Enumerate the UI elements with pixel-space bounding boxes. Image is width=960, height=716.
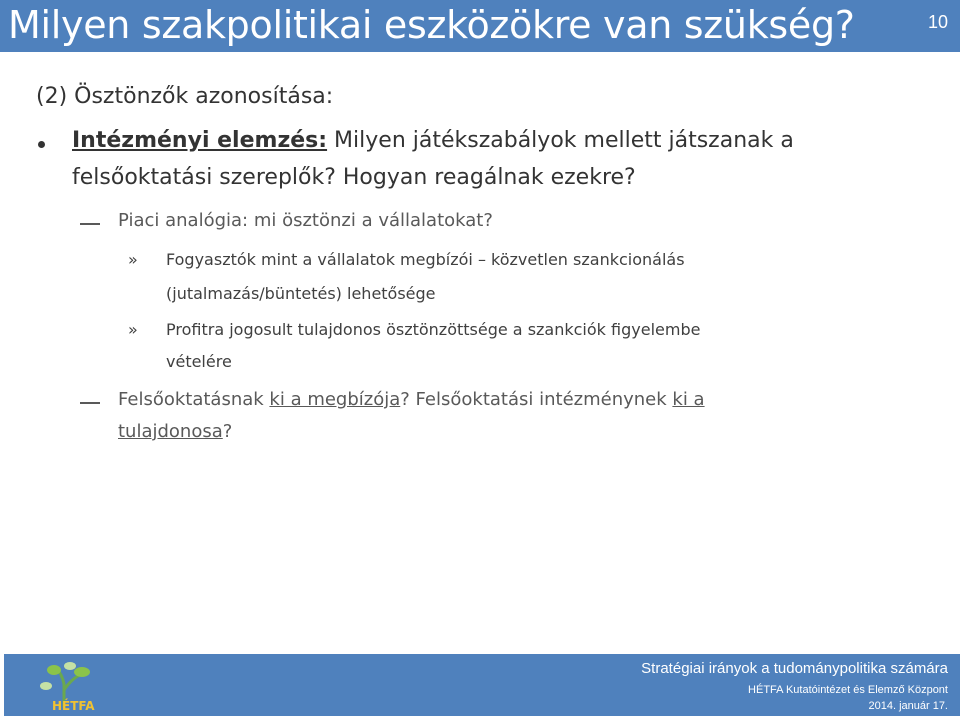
question-mark: ?	[222, 421, 233, 442]
sub-bullet-principal-line1	[118, 389, 705, 410]
subsub-consumers-line2: (jutalmazás/büntetés) lehetősége	[166, 284, 436, 303]
slide-number: 10	[927, 12, 948, 32]
dash-icon	[80, 402, 100, 404]
subsub-consumers-line1: Fogyasztók mint a vállalatok megbízói – közvetlen szankcionálás	[166, 250, 685, 269]
footer-presentation-title: Stratégiai irányok a tudománypolitika számára	[641, 660, 948, 677]
principal-text-underlined: ki a megbízója	[269, 389, 401, 410]
bullet-text-line1: Milyen játékszabályok mellett játszanak a	[327, 128, 794, 153]
hetfa-logo-icon	[34, 660, 100, 712]
footer-date: 2014. január 17.	[868, 700, 948, 712]
bullet-dot-icon	[38, 141, 45, 148]
sub-bullet-principal-line2	[118, 421, 232, 442]
owner-text-underlined-2: tulajdonosa	[118, 421, 223, 442]
svg-text:HÉTFA: HÉTFA	[52, 699, 95, 712]
principal-text-b: ? Felsőoktatási intézménynek	[400, 389, 673, 410]
raquo-icon: »	[128, 250, 138, 269]
intro-text: (2) Ösztönzők azonosítása:	[36, 84, 334, 109]
footer-organization: HÉTFA Kutatóintézet és Elemző Központ	[748, 684, 948, 696]
slide-title: Milyen szakpolitikai eszközökre van szükség?	[8, 3, 855, 47]
dash-icon	[80, 223, 100, 225]
subsub-owner-line1: Profitra jogosult tulajdonos ösztönzöttsége a szankciók figyelembe	[166, 320, 701, 339]
sub-bullet-market-analogy: Piaci analógia: mi ösztönzi a vállalatokat?	[118, 210, 493, 231]
owner-text-underlined: ki a	[672, 389, 705, 410]
bullet-institutional-analysis	[72, 128, 794, 153]
principal-text-a: Felsőoktatásnak	[118, 389, 270, 410]
title-bar	[0, 0, 960, 52]
footer-bar	[4, 654, 960, 716]
bullet-text-line2: felsőoktatási szereplők? Hogyan reagálnak ezekre?	[72, 165, 636, 190]
subsub-owner-line2: vételére	[166, 352, 232, 371]
bullet-bold-label: Intézményi elemzés:	[72, 128, 328, 153]
raquo-icon: »	[128, 320, 138, 339]
